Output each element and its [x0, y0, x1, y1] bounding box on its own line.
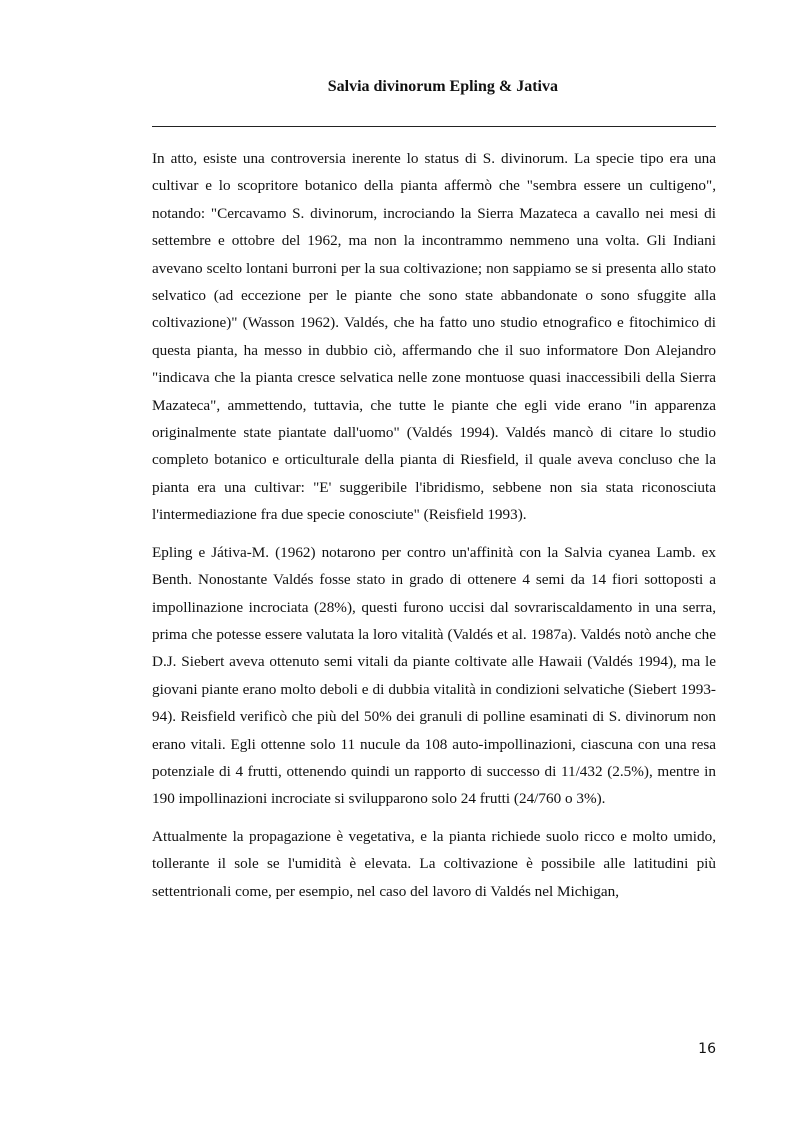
paragraph-1: In atto, esiste una controversia inerente lo status di S. divinorum. La specie tipo era una cultivar e lo scopritore botanico della pianta affermò che "sembra essere un cultigeno", notando: "Cercavamo S. divinorum, incrociando la Sierra Mazateca a cavallo nei mesi di settembre e ottobre del 1962, ma non la incontrammo nemmeno una volta. Gli Indiani avevano scelto lontani burroni per la sua coltivazione; non sappiamo se si presenta allo stato selvatico (ad eccezione per le piante che sono state abbandonate o sono sfuggite alla coltivazione)" (Wasson 1962). Valdés, che ha fatto uno studio etnografico e fitochimico di questa pianta, ha messo in dubbio ciò, affermando che il suo informatore Don Alejandro "indicava che la pianta cresce selvatica nelle zone montuose quasi inaccessibili della Sierra Mazateca", ammettendo, tuttavia, che tutte le piante che egli vide erano "in apparenza originalmente state piantate dall'uomo" (Valdés 1994). Valdés mancò di citare lo studio completo botanico e orticulturale della pianta di Riesfield, il quale aveva concluso che la pianta era una cultivar: "E' suggeribile l'ibridismo, sebbene non sia stata riconosciuta l'intermediazione fra due specie conosciute" (Reisfield 1993).	[152, 150, 716, 524]
page-header-title: Salvia divinorum Epling & Jativa	[327, 78, 558, 95]
main-text	[152, 145, 716, 915]
paragraph-3: Attualmente la propagazione è vegetativa, e la pianta richiede suolo ricco e molto umido, tollerante il sole se l'umidità è elevata. La coltivazione è possibile alle latitudini più settentrionali come, per esempio, nel caso del lavoro di Valdés nel Michigan,	[152, 827, 716, 900]
header-divider	[152, 126, 716, 127]
paragraph-2: Epling e Játiva-M. (1962) notarono per contro un'affinità con la Salvia cyanea Lamb. ex Benth. Nonostante Valdés fosse stato in grado di ottenere 4 semi da 14 fiori sottoposti a impollinazione incrociata (28%), questi furono uccisi dal sovrariscaldamento in una serra, prima che potesse essere valutata la loro vitalità (Valdés et al. 1987a). Valdés notò anche che D.J. Siebert aveva ottenuto semi vitali da piante coltivate alle Hawaii (Valdés 1994), ma le giovani piante erano molto deboli e di dubbia vitalità in condizioni selvatiche (Siebert 1993-94). Reisfield verificò che più del 50% dei granuli di polline esaminati di S. divinorum non erano vitali. Egli ottenne solo 11 nucule da 108 auto-impollinazioni, ciascuna con una resa potenziale di 4 frutti, ottenendo quindi un rapporto di successo di 11/432 (2.5%), mentre in 190 impollinazioni incrociate si svilupparono solo 24 frutti (24/760 o 3%).	[152, 543, 716, 808]
page-number: 16	[698, 1041, 716, 1057]
